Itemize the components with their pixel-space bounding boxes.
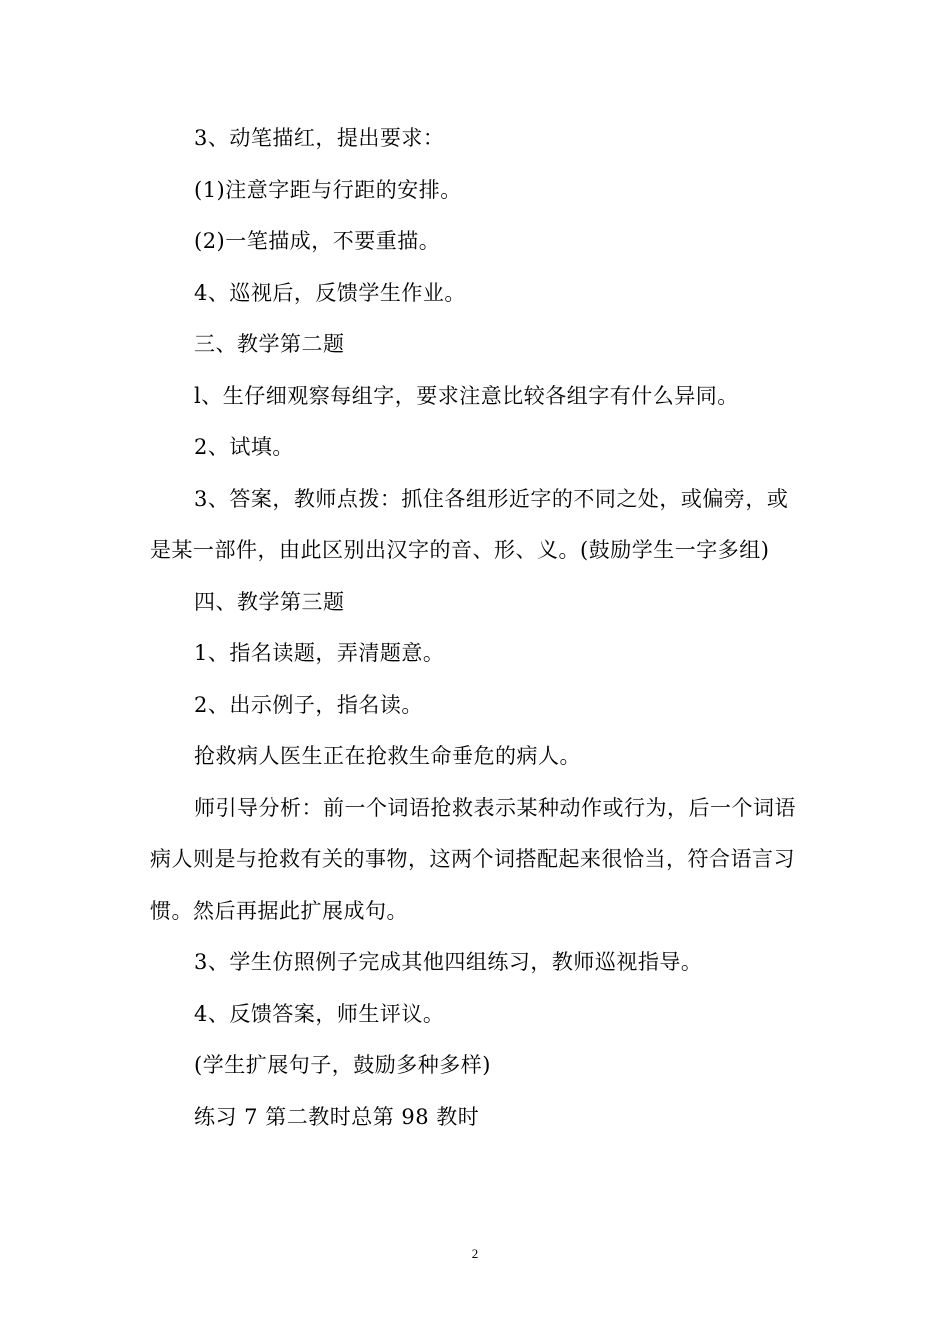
lesson-heading: 练习 7 第二教时总第 98 教时 <box>194 1104 480 1129</box>
paragraph: (2)一笔描成，不要重描。 <box>194 229 441 253</box>
section-heading: 四、教学第三题 <box>194 589 345 614</box>
document-body <box>150 113 800 1143</box>
paragraph: 3、动笔描红，提出要求： <box>194 126 445 150</box>
paragraph: (1)注意字距与行距的安排。 <box>194 177 462 202</box>
paragraph: 4、反馈答案，师生评议。 <box>194 1001 445 1026</box>
paragraph: 3、学生仿照例子完成其他四组练习，教师巡视指导。 <box>194 950 703 974</box>
paragraph: 3、答案，教师点拨：抓住各组形近字的不同之处，或偏旁，或是某一部件，由此区别出汉字的音、形、义。(鼓励学生一字多组) <box>150 486 789 562</box>
paragraph: 4、巡视后，反馈学生作业。 <box>194 280 466 305</box>
section-heading: 三、教学第二题 <box>194 332 345 356</box>
page-number: 2 <box>471 1246 479 1261</box>
paragraph: (学生扩展句子，鼓励多种多样) <box>194 1053 491 1077</box>
paragraph: 师引导分析：前一个词语抢救表示某种动作或行为，后一个词语病人则是与抢救有关的事物，这两个词搭配起来很恰当，符合语言习惯。然后再据此扩展成句。 <box>150 795 796 923</box>
paragraph: 1、指名读题，弄清题意。 <box>194 641 445 665</box>
example-sentence: 抢救病人医生正在抢救生命垂危的病人。 <box>194 744 581 768</box>
paragraph: 2、试填。 <box>194 435 294 459</box>
paragraph: l、生仔细观察每组字，要求注意比较各组字有什么异同。 <box>194 383 739 408</box>
paragraph: 2、出示例子，指名读。 <box>194 692 423 717</box>
